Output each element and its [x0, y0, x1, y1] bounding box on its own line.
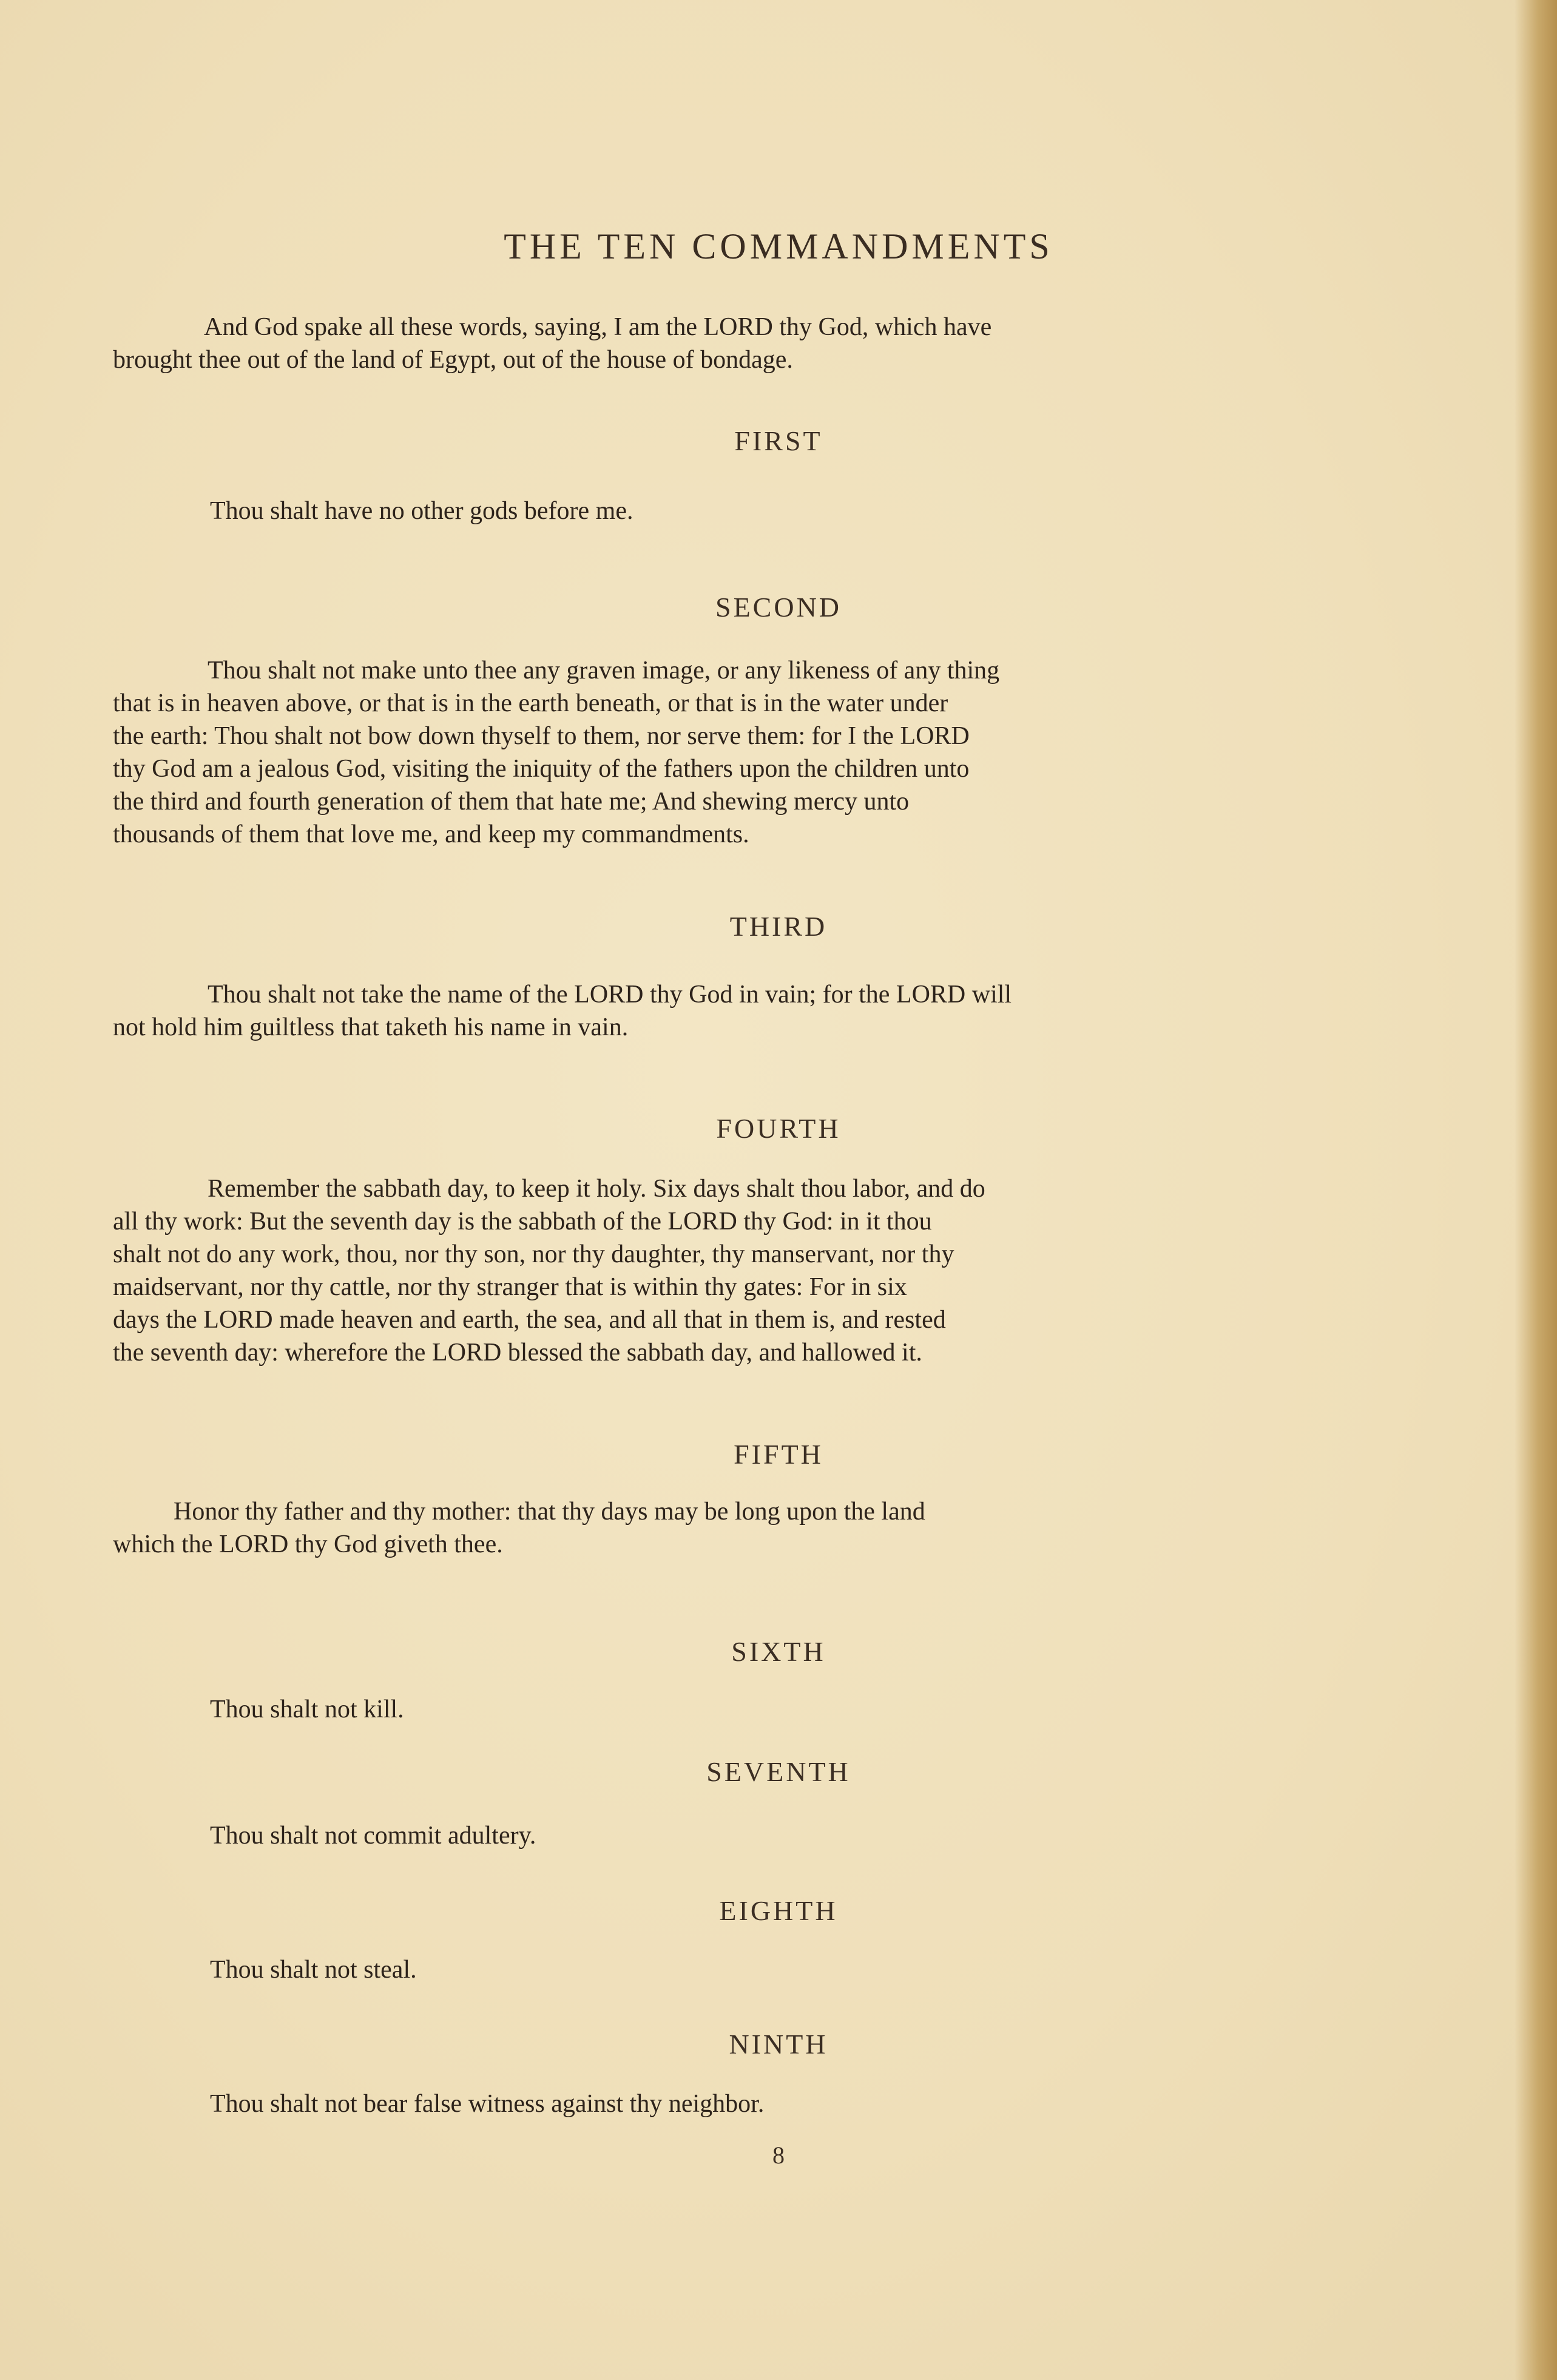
- commandment-line: which the LORD thy God giveth thee.: [113, 1530, 503, 1558]
- commandment-line: thousands of them that love me, and keep my commandments.: [113, 820, 749, 848]
- intro-line: brought thee out of the land of Egypt, out of the house of bondage.: [113, 346, 793, 374]
- commandment-text-fourth: [113, 1172, 1502, 1369]
- commandment-line: the earth: Thou shalt not bow down thyself to them, nor serve them: for I the LORD: [113, 722, 970, 750]
- commandment-text-eighth: [210, 1953, 417, 1986]
- commandment-text-first: [210, 495, 633, 527]
- page-title: THE TEN COMMANDMENTS: [504, 226, 1053, 266]
- commandment-line: days the LORD made heaven and earth, the sea, and all that in them is, and rested: [113, 1306, 946, 1334]
- commandment-text-ninth: [210, 2088, 764, 2120]
- commandment-heading-fifth: FIFTH: [734, 1439, 823, 1470]
- commandment-line: not hold him guiltless that taketh his name in vain.: [113, 1013, 629, 1041]
- commandment-line: Thou shalt not commit adultery.: [210, 1822, 536, 1850]
- commandment-text-sixth: [210, 1693, 404, 1726]
- commandment-line: Thou shalt not take the name of the LORD thy God in vain; for the LORD will: [208, 981, 1012, 1009]
- intro-line: And God spake all these words, saying, I am the LORD thy God, which have: [204, 313, 992, 341]
- commandment-line: all thy work: But the seventh day is the sabbath of the LORD thy God: in it thou: [113, 1208, 932, 1236]
- commandment-line: the seventh day: wherefore the LORD blessed the sabbath day, and hallowed it.: [113, 1339, 922, 1367]
- commandment-line: Thou shalt have no other gods before me.: [210, 497, 633, 525]
- commandment-text-seventh: [210, 1819, 536, 1852]
- commandment-line: Thou shalt not kill.: [210, 1695, 404, 1723]
- commandment-text-third: [113, 978, 1502, 1044]
- commandment-line: that is in heaven above, or that is in the earth beneath, or that is in the water under: [113, 689, 948, 717]
- commandment-line: Thou shalt not steal.: [210, 1956, 417, 1984]
- page-number: 8: [772, 2142, 785, 2169]
- commandment-heading-fourth: FOURTH: [716, 1113, 841, 1144]
- commandment-line: Thou shalt not bear false witness against thy neighbor.: [210, 2090, 765, 2118]
- commandment-text-second: [113, 654, 1502, 851]
- commandment-heading-first: FIRST: [734, 425, 823, 456]
- commandment-heading-ninth: NINTH: [729, 2029, 828, 2060]
- commandment-heading-sixth: SIXTH: [731, 1636, 826, 1667]
- commandment-text-fifth: [113, 1495, 1502, 1561]
- commandment-heading-eighth: EIGHTH: [719, 1895, 838, 1926]
- commandment-line: maidservant, nor thy cattle, nor thy stranger that is within thy gates: For in six: [113, 1273, 907, 1301]
- commandment-line: Remember the sabbath day, to keep it holy. Six days shalt thou labor, and do: [208, 1175, 985, 1203]
- commandment-line: shalt not do any work, thou, nor thy son, nor thy daughter, thy manservant, nor thy: [113, 1240, 954, 1268]
- commandment-heading-second: SECOND: [715, 592, 842, 623]
- commandment-line: the third and fourth generation of them that hate me; And shewing mercy unto: [113, 788, 910, 816]
- commandment-line: thy God am a jealous God, visiting the iniquity of the fathers upon the children unto: [113, 755, 970, 783]
- intro-paragraph: [113, 311, 1541, 376]
- commandment-heading-seventh: SEVENTH: [706, 1756, 851, 1787]
- commandment-line: Honor thy father and thy mother: that thy days may be long upon the land: [174, 1498, 925, 1526]
- commandment-heading-third: THIRD: [729, 911, 828, 942]
- commandment-line: Thou shalt not make unto thee any graven image, or any likeness of any thing: [208, 657, 1000, 685]
